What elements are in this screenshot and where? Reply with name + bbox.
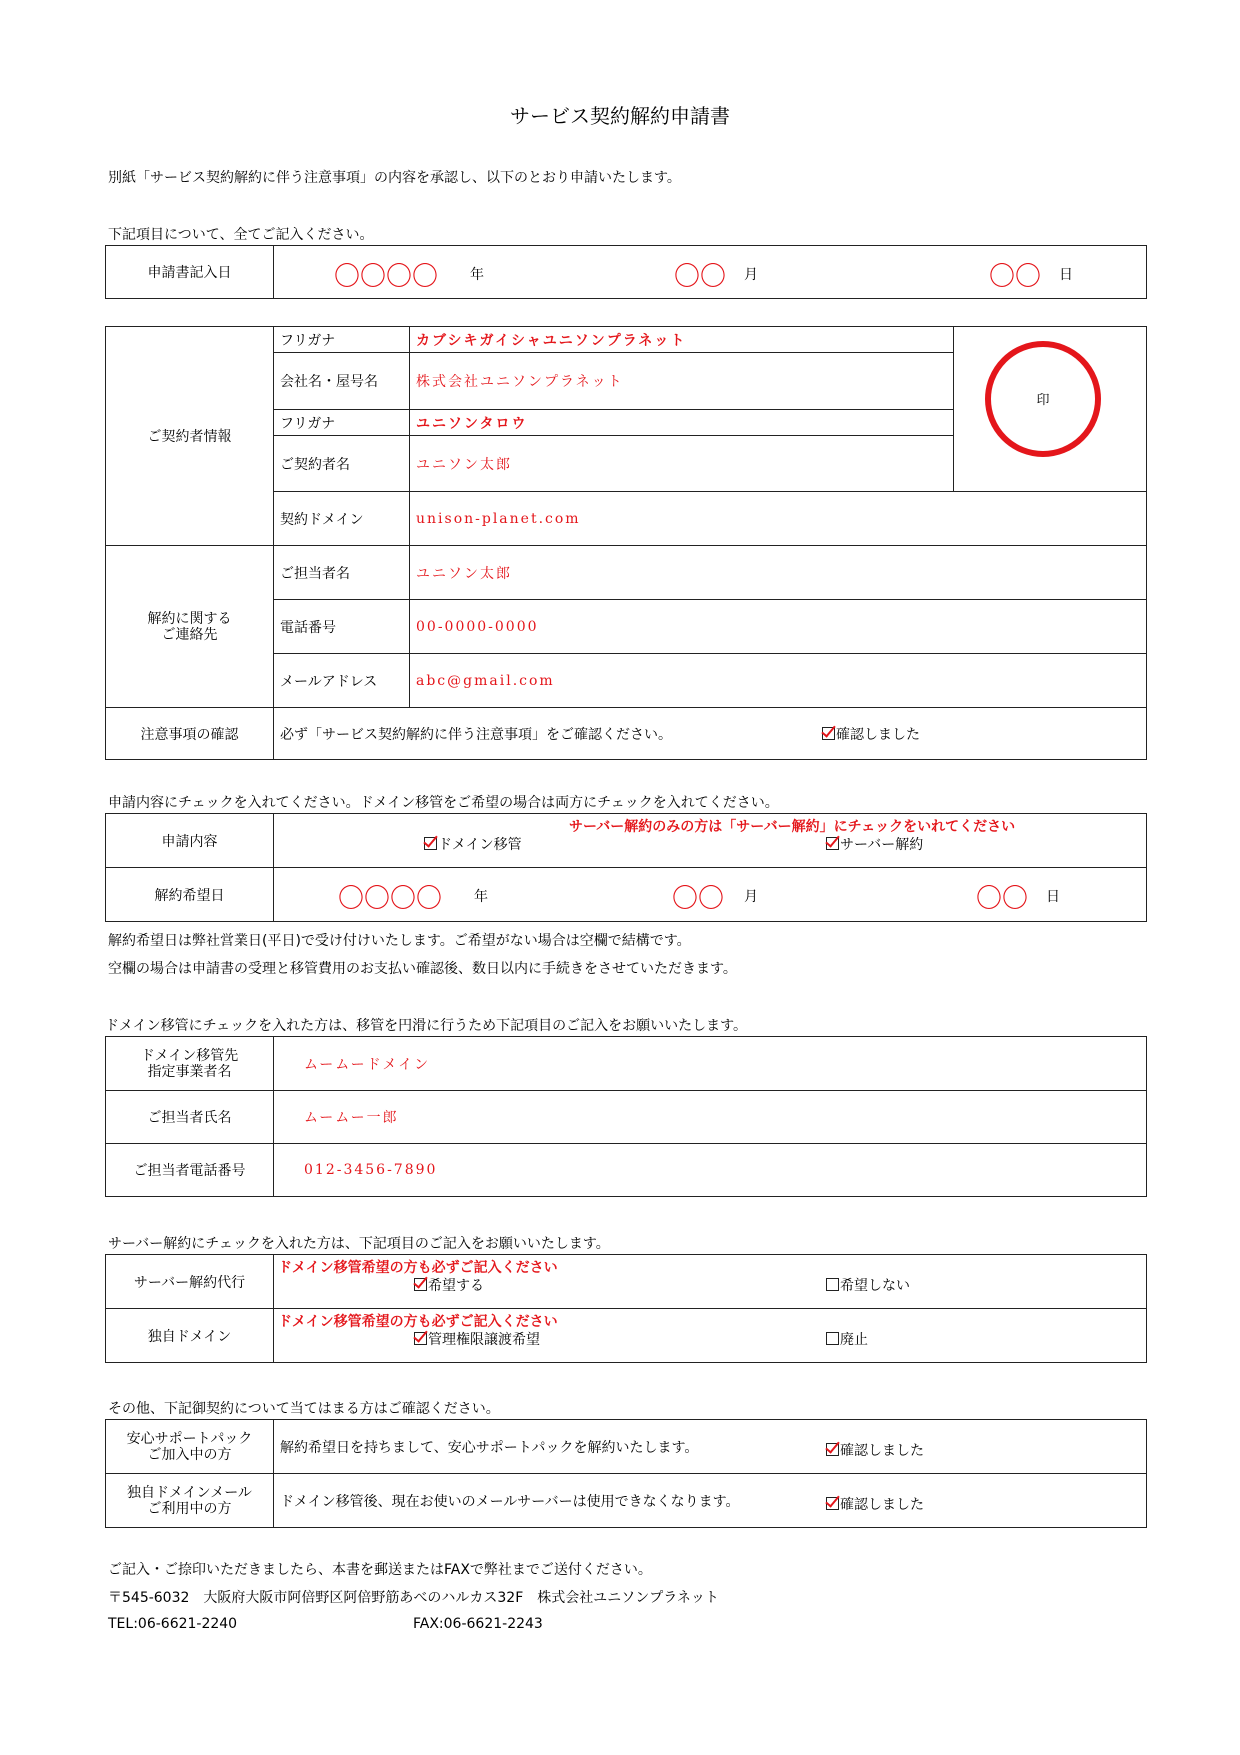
support-pack-check-label: 確認しました <box>840 1443 924 1459</box>
domain-transfer-rights-option[interactable] <box>414 1329 540 1349</box>
contract-domain-label: 契約ドメイン <box>274 492 410 546</box>
contact-email-field[interactable]: abc@gmail.com <box>410 654 1147 708</box>
day-value: 〇〇 <box>989 262 1042 292</box>
checkbox-checked-icon <box>424 837 437 850</box>
application-date-label: 申請書記入日 <box>106 246 274 299</box>
agency-yes-option[interactable] <box>414 1275 484 1295</box>
application-date-field[interactable] <box>274 246 1147 299</box>
checkbox-checked-icon <box>826 1443 839 1456</box>
section2-note: 申請内容にチェックを入れてください。ドメイン移管をご希望の場合は両方にチェックを入れてください。 <box>108 795 779 811</box>
transfer-table <box>105 1036 1147 1197</box>
section1-note: 下記項目について、全てご記入ください。 <box>108 227 374 243</box>
application-date-table <box>105 245 1147 299</box>
server-agency-field <box>274 1255 1147 1309</box>
option-server-cancel-label: サーバー解約 <box>840 837 924 853</box>
domain-mail-field <box>274 1474 1147 1528</box>
domain-mail-check-label: 確認しました <box>840 1497 924 1513</box>
agency-yes-label: 希望する <box>428 1278 484 1294</box>
caution-checkbox[interactable] <box>822 724 920 744</box>
cancel-month-value: 〇〇 <box>672 884 725 914</box>
transfer-vendor-label-line2: 指定事業者名 <box>147 1063 232 1080</box>
day-unit: 日 <box>1059 267 1073 283</box>
cancel-day-unit: 日 <box>1046 889 1060 905</box>
company-name-label: 会社名・屋号名 <box>274 353 410 410</box>
cancel-date-label: 解約希望日 <box>106 868 274 922</box>
server-table <box>105 1254 1147 1363</box>
contact-email-label: メールアドレス <box>274 654 410 708</box>
footer-tel: TEL:06-6621-2240 <box>108 1616 238 1632</box>
support-pack-checkbox[interactable] <box>826 1440 924 1460</box>
cancel-month-unit: 月 <box>744 889 758 905</box>
company-furigana-field[interactable]: カブシキガイシャユニソンプラネット <box>410 327 954 353</box>
agency-red-note: ドメイン移管希望の方も必ずご記入ください <box>278 1260 558 1276</box>
cancel-year-unit: 年 <box>474 889 488 905</box>
checkbox-empty-icon <box>826 1278 839 1291</box>
checkbox-checked-icon <box>822 727 835 740</box>
cancel-note-2: 空欄の場合は申請書の受理と移管費用のお支払い確認後、数日以内に手続きをさせていただきます。 <box>108 961 737 977</box>
section5-note: その他、下記御契約について当てはまる方はご確認ください。 <box>108 1401 500 1417</box>
caution-check-label: 確認しました <box>836 727 920 743</box>
domain-transfer-rights-label: 管理権限譲渡希望 <box>428 1332 540 1348</box>
contact-phone-label: 電話番号 <box>274 600 410 654</box>
contact-group-label-line2: ご連絡先 <box>161 626 218 643</box>
domain-mail-label <box>106 1474 274 1528</box>
caution-field <box>274 708 1147 760</box>
request-label: 申請内容 <box>106 814 274 868</box>
page-title: サービス契約解約申請書 <box>510 104 730 128</box>
own-domain-field <box>274 1309 1147 1363</box>
checkbox-checked-icon <box>826 837 839 850</box>
support-pack-label <box>106 1420 274 1474</box>
checkbox-checked-icon <box>826 1497 839 1510</box>
support-pack-label-line2: ご加入中の方 <box>147 1446 232 1463</box>
cancel-year-value: 〇〇〇〇 <box>338 884 443 914</box>
agency-no-label: 希望しない <box>840 1278 910 1294</box>
other-table <box>105 1419 1147 1528</box>
own-domain-label: 独自ドメイン <box>106 1309 274 1363</box>
person-furigana-field[interactable]: ユニソンタロウ <box>410 410 954 436</box>
seal-label: 印 <box>1036 393 1050 408</box>
company-name-field[interactable]: 株式会社ユニソンプラネット <box>410 353 954 410</box>
year-unit: 年 <box>470 267 484 283</box>
cancel-note-1: 解約希望日は弊社営業日(平日)で受け付けいたします。ご希望がない場合は空欄で結構です。 <box>108 933 691 949</box>
transfer-phone-label: ご担当者電話番号 <box>106 1144 274 1197</box>
contact-group-label <box>106 546 274 708</box>
domain-abolish-option[interactable] <box>826 1329 868 1349</box>
transfer-vendor-field[interactable]: ムームードメイン <box>274 1037 1147 1091</box>
transfer-person-field[interactable]: ムームー一郎 <box>274 1091 1147 1144</box>
checkbox-checked-icon <box>414 1278 427 1291</box>
contractor-group-label: ご契約者情報 <box>106 327 274 546</box>
domain-mail-label-line1: 独自ドメインメール <box>127 1484 252 1501</box>
cancel-date-field[interactable] <box>274 868 1147 922</box>
seal-stamp-icon <box>985 341 1101 457</box>
option-server-cancel[interactable] <box>826 834 923 854</box>
request-field <box>274 814 1147 868</box>
option-domain-transfer[interactable] <box>424 834 522 854</box>
footer-address: 〒545-6032 大阪府大阪市阿倍野区阿倍野筋あべのハルカス32F 株式会社ユニソンプラネット <box>108 1590 719 1606</box>
section3-note: ドメイン移管にチェックを入れた方は、移管を円滑に行うため下記項目のご記入をお願いいたします。 <box>105 1018 748 1034</box>
person-furigana-label: フリガナ <box>274 410 410 436</box>
checkbox-empty-icon <box>826 1332 839 1345</box>
transfer-vendor-label <box>106 1037 274 1091</box>
support-pack-field <box>274 1420 1147 1474</box>
domain-mail-checkbox[interactable] <box>826 1494 924 1514</box>
transfer-vendor-label-line1: ドメイン移管先 <box>140 1047 239 1064</box>
month-value: 〇〇 <box>674 262 727 292</box>
caution-label: 注意事項の確認 <box>106 708 274 760</box>
support-pack-text: 解約希望日を持ちまして、安心サポートパックを解約いたします。 <box>280 1439 699 1456</box>
domain-mail-text: ドメイン移管後、現在お使いのメールサーバーは使用できなくなります。 <box>280 1493 740 1510</box>
request-red-note: サーバー解約のみの方は「サーバー解約」にチェックをいれてください <box>569 819 1016 835</box>
checkbox-checked-icon <box>414 1332 427 1345</box>
domain-mail-label-line2: ご利用中の方 <box>147 1500 232 1517</box>
domain-red-note: ドメイン移管希望の方も必ずご記入ください <box>278 1314 558 1330</box>
contractor-name-field[interactable]: ユニソン太郎 <box>410 436 954 492</box>
server-agency-label: サーバー解約代行 <box>106 1255 274 1309</box>
contract-domain-field[interactable]: unison-planet.com <box>410 492 1147 546</box>
footer-fax: FAX:06-6621-2243 <box>413 1616 543 1632</box>
support-pack-label-line1: 安心サポートパック <box>126 1430 253 1447</box>
transfer-person-label: ご担当者氏名 <box>106 1091 274 1144</box>
contact-group-label-line1: 解約に関する <box>147 610 232 627</box>
year-value: 〇〇〇〇 <box>334 262 439 292</box>
caution-text: 必ず「サービス契約解約に伴う注意事項」をご確認ください。 <box>280 726 672 743</box>
contact-person-label: ご担当者名 <box>274 546 410 600</box>
contact-person-field[interactable]: ユニソン太郎 <box>410 546 1147 600</box>
domain-abolish-label: 廃止 <box>840 1332 868 1348</box>
request-table <box>105 813 1147 922</box>
contractor-name-label: ご契約者名 <box>274 436 410 492</box>
option-domain-transfer-label: ドメイン移管 <box>438 837 522 853</box>
agency-no-option[interactable] <box>826 1275 910 1295</box>
company-furigana-label: フリガナ <box>274 327 410 353</box>
intro-text: 別紙「サービス契約解約に伴う注意事項」の内容を承認し、以下のとおり申請いたします。 <box>108 170 681 186</box>
section4-note: サーバー解約にチェックを入れた方は、下記項目のご記入をお願いいたします。 <box>108 1236 610 1252</box>
contact-phone-field[interactable]: 00-0000-0000 <box>410 600 1147 654</box>
footer-instruction: ご記入・ご捺印いただきましたら、本書を郵送またはFAXで弊社までご送付ください。 <box>108 1562 652 1578</box>
cancel-day-value: 〇〇 <box>976 884 1029 914</box>
month-unit: 月 <box>744 267 758 283</box>
transfer-phone-field[interactable]: 012-3456-7890 <box>274 1144 1147 1197</box>
